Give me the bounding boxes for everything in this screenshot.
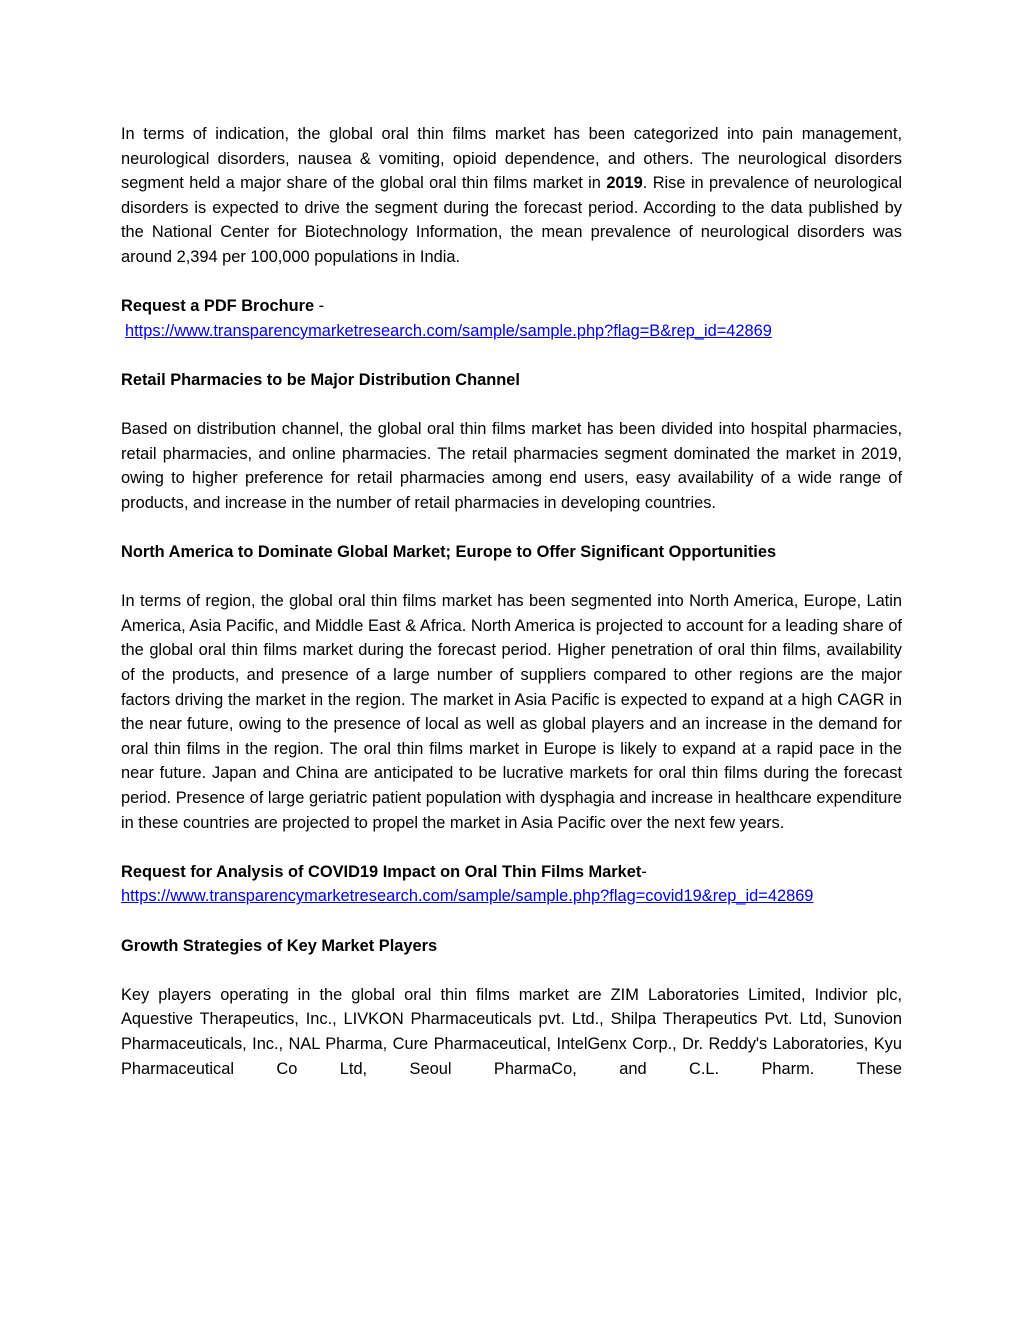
- retail-paragraph: Based on distribution channel, the global oral thin films market has been divided into hospital pharmacies, retail pharmacies, and online pharmacies. The retail pharmacies segment dominated the market in 2019, owing to higher preference for retail pharmacies among end users, easy availability of a wide range of products, and increase in the number of retail pharmacies in developing countries.: [121, 420, 902, 512]
- brochure-separator: -: [314, 297, 325, 316]
- spacer: [121, 958, 902, 983]
- covid-link[interactable]: https://www.transparencymarketresearch.com/sample/sample.php?flag=covid19&rep_id=42869: [121, 887, 814, 906]
- document-page: [121, 122, 902, 1081]
- indication-text-after: . Rise in prevalence of neurological disorders is expected to drive the segment during the forecast period. According to the data published by the National Center for Biotechnology Information, the mean prevalence of neurological disorders was around 2,394 per 100,000 populations in India.: [121, 174, 902, 266]
- retail-heading: Retail Pharmacies to be Major Distribution Channel: [121, 370, 520, 389]
- covid-separator: -: [641, 862, 647, 881]
- players-paragraph: Key players operating in the global oral thin films market are ZIM Laboratories Limited, Indivior plc, Aquestive Therapeutics, Inc., LIVKON Pharmaceuticals pvt. Ltd., Shilpa Therapeutics Pvt. Ltd, Sunovion Pharmaceuticals, Inc., NAL Pharma, Cure Pharmaceutical, IntelGenx Corp., Dr. Reddy's Laboratories, Kyu Pharmaceutical Co Ltd, Seoul PharmaCo, and C.L. Pharm. These: [121, 985, 902, 1078]
- brochure-link[interactable]: https://www.transparencymarketresearch.com/sample/sample.php?flag=B&rep_id=42869: [125, 321, 772, 340]
- spacer: [121, 909, 902, 934]
- spacer: [121, 270, 902, 295]
- region-heading: North America to Dominate Global Market; Europe to Offer Significant Opportunities: [121, 543, 777, 562]
- brochure-label: Request a PDF Brochure: [121, 297, 315, 316]
- covid-request: [121, 860, 902, 885]
- spacer: [121, 835, 902, 860]
- spacer: [121, 393, 902, 418]
- brochure-request: [121, 294, 902, 319]
- spacer: [121, 516, 902, 541]
- brochure-link-line: [121, 319, 902, 344]
- spacer: [121, 343, 902, 368]
- region-paragraph: In terms of region, the global oral thin films market has been segmented into North America, Europe, Latin America, Asia Pacific, and Middle East & Africa. North America is projected to account for a leading share of the global oral thin films market during the forecast period. Higher penetration of oral thin films, availability of the products, and presence of a large number of suppliers compared to other regions are the major factors driving the market in the region. The market in Asia Pacific is expected to expand at a high CAGR in the near future, owing to the presence of local as well as global players and an increase in the demand for oral thin films in the region. The oral thin films market in Europe is likely to expand at a rapid pace in the near future. Japan and China are anticipated to be lucrative markets for oral thin films during the forecast period. Presence of large geriatric patient population with dysphagia and increase in healthcare expenditure in these countries are projected to propel the market in Asia Pacific over the next few years.: [121, 592, 902, 832]
- indication-paragraph: [121, 122, 902, 270]
- indication-year: 2019: [606, 174, 643, 193]
- indication-text-before: In terms of indication, the global oral thin films market has been categorized into pain management, neurological disorders, nausea & vomiting, opioid dependence, and others. The neurological disorders segment held a major share of the global oral thin films market in: [121, 125, 902, 193]
- spacer: [121, 565, 902, 590]
- covid-link-line: [121, 884, 902, 909]
- covid-label: Request for Analysis of COVID19 Impact on Oral Thin Films Market: [121, 862, 642, 881]
- players-heading: Growth Strategies of Key Market Players: [121, 936, 438, 955]
